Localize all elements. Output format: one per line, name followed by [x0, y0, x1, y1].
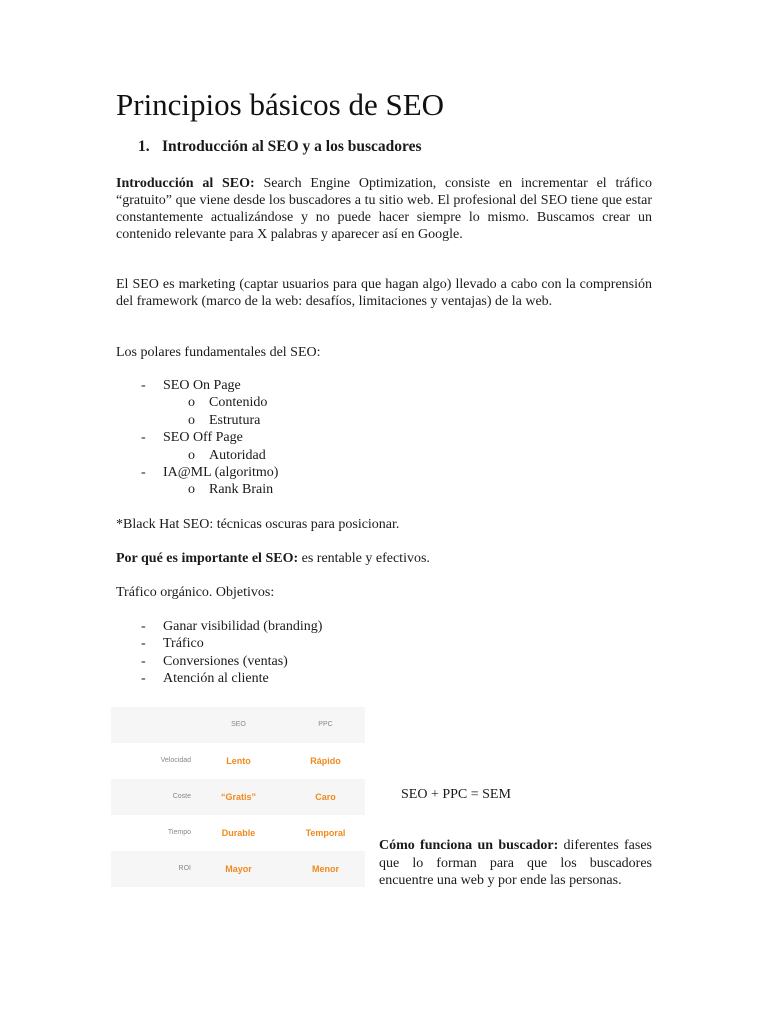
seo-ppc-comparison-table: [111, 707, 365, 887]
ppc-value: Rápido: [310, 756, 341, 766]
ppc-value: Menor: [312, 864, 339, 874]
bullet-marker: -: [141, 619, 146, 634]
row-label: ROI: [178, 865, 191, 872]
list-item-text: Contenido: [209, 395, 268, 411]
list-item-text: Atención al cliente: [163, 671, 269, 687]
seo-value: Mayor: [225, 864, 252, 874]
table-row: [111, 779, 365, 815]
bullet-marker: -: [141, 430, 146, 446]
search-engine-label: Cómo funciona un buscador:: [379, 838, 559, 853]
seo-value: Lento: [226, 756, 251, 766]
importance-paragraph: [116, 550, 652, 567]
intro-text: Search Engine Optimization, consiste en incrementar el tráfico “gratuito” que viene desde los buscadores a tu sitio web. El profesional del SEO tiene que estar constantemente actualizándose y no puede hacer siempre lo mismo. Buscamos crear un contenido relevante para X palabras y aparecer así en Google.: [116, 176, 652, 242]
list-item: [116, 447, 652, 464]
importance-label: Por qué es importante el SEO:: [116, 551, 299, 566]
list-item-text: Ganar visibilidad (branding): [163, 619, 323, 634]
importance-text: es rentable y efectivos.: [298, 551, 430, 566]
section-heading: [138, 137, 422, 157]
list-item-text: SEO Off Page: [163, 430, 243, 446]
page-title: Principios básicos de SEO: [116, 87, 445, 122]
list-item: [116, 670, 652, 687]
row-label: Coste: [172, 793, 191, 800]
table-header-cell: [111, 707, 191, 743]
table-row: [111, 743, 365, 779]
search-engine-paragraph: [379, 837, 652, 890]
row-label: Tiempo: [167, 829, 191, 836]
bullet-marker: -: [141, 378, 146, 393]
bullet-marker: o: [188, 395, 195, 411]
seo-value: “Gratis”: [220, 792, 256, 802]
list-item: [116, 464, 652, 481]
bullet-marker: -: [141, 465, 146, 481]
pillars-list: [116, 377, 652, 499]
list-item: [116, 653, 652, 670]
bullet-marker: -: [141, 653, 146, 669]
section-number: 1.: [138, 138, 150, 155]
list-item-text: Autoridad: [209, 447, 266, 463]
list-item: [116, 618, 652, 635]
bullet-marker: o: [188, 412, 195, 428]
table-row: [111, 815, 365, 851]
ppc-value: Temporal: [305, 828, 346, 838]
list-item-text: Estrutura: [209, 412, 261, 428]
list-item-text: Tráfico: [163, 636, 204, 652]
section-title: Introducción al SEO y a los buscadores: [162, 138, 422, 155]
bullet-marker: -: [141, 671, 146, 687]
traffic-intro: Tráfico orgánico. Objetivos:: [116, 585, 275, 600]
marketing-paragraph: El SEO es marketing (captar usuarios para que hagan algo) llevado a cabo con la comprensión del framework (marco de la web: desafíos, limitaciones y ventajas) de la web.: [116, 277, 652, 309]
list-item: [116, 635, 652, 652]
seo-value: Durable: [221, 828, 256, 838]
list-item-text: SEO On Page: [163, 378, 241, 393]
intro-paragraph: [116, 175, 652, 243]
bullet-marker: o: [188, 447, 195, 463]
list-item: [116, 481, 652, 498]
list-item: [116, 377, 652, 394]
table-row: [111, 851, 365, 887]
table-header-row: [111, 707, 365, 743]
table-header-cell: SEO: [231, 721, 246, 728]
row-label: Velocidad: [160, 757, 191, 764]
list-item: [116, 412, 652, 429]
bullet-marker: -: [141, 636, 146, 652]
table-header-cell: PPC: [318, 721, 333, 728]
list-item: [116, 429, 652, 446]
bullet-marker: o: [188, 482, 195, 498]
ppc-value: Caro: [315, 792, 336, 802]
intro-label: Introducción al SEO:: [116, 176, 255, 191]
list-item-text: Rank Brain: [209, 482, 274, 498]
list-item-text: IA@ML (algoritmo): [163, 465, 279, 481]
sem-equation: SEO + PPC = SEM: [401, 787, 511, 802]
list-item: [116, 394, 652, 411]
pillars-intro: Los polares fundamentales del SEO:: [116, 345, 321, 360]
objectives-list: [116, 618, 652, 688]
search-engine-text: diferentes fases que lo forman para que los buscadores encuentre una web y por ende las personas.: [379, 838, 652, 888]
blackhat-note: *Black Hat SEO: técnicas oscuras para posicionar.: [116, 517, 400, 532]
list-item-text: Conversiones (ventas): [163, 653, 288, 669]
